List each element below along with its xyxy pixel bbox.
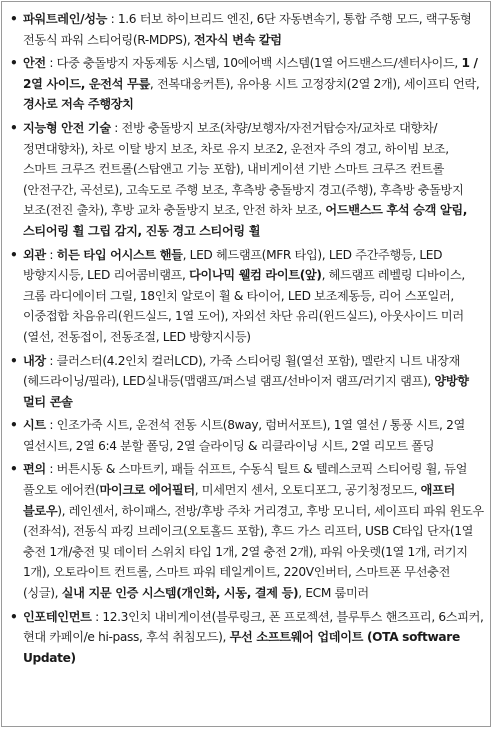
feature-text: : 클러스터(4.2인치 컬러LCD), 가죽 스티어링 휠(열선 포함), 멜란지 니트 내장재(헤드라이닝/필라), LED실내등(맵램프/퍼스널 램프/선바이저 램프/러기지 램프), xyxy=(23,353,460,389)
bullet-icon: • xyxy=(10,418,18,433)
spec-list xyxy=(2,2,490,668)
feature-text: : xyxy=(45,247,57,262)
spec-section xyxy=(10,351,484,413)
bullet-icon: • xyxy=(10,609,18,624)
highlighted-feature: 실내 지문 인증 시스템(개인화, 시동, 결제 등) xyxy=(61,586,299,601)
feature-text: : 1.6 터보 하이브리드 엔진, 6단 자동변속기, 통합 주행 모드, 랙구동형 전동식 파워 스티어링(R-MDPS), xyxy=(23,12,472,47)
bullet-icon: • xyxy=(10,120,18,135)
bullet-icon: • xyxy=(10,12,18,26)
feature-text: : 12.3인치 내비게이션(블루링크, 폰 프로젝션, 블루투스 핸즈프리, 6스피커, 현대 카페이/e hi-pass, 후석 취침모드), xyxy=(23,609,484,645)
highlighted-feature: 전자식 변속 칼럼 xyxy=(193,32,282,47)
bullet-icon: • xyxy=(10,353,18,368)
feature-text: , ECM 룸미러 xyxy=(298,586,369,601)
section-category: 내장 xyxy=(23,353,46,368)
highlighted-feature: 경사로 저속 주행장치 xyxy=(23,97,134,112)
spec-frame xyxy=(1,1,491,727)
spec-section xyxy=(10,245,484,348)
highlighted-feature: 어드밴스드 후석 승객 알림, 스티어링 휠 그립 감지, 진동 경고 스티어링 휠 xyxy=(23,203,468,238)
feature-text: : 인조가죽 시트, 운전석 전동 시트(8way, 럼버서포트), 1열 열선 / 통풍 시트, 2열 열선시트, 2열 6:4 분할 폴딩, 2열 슬라이딩 & 리클라이닝 시트, 2열 리모트 폴딩 xyxy=(23,418,465,453)
bullet-icon: • xyxy=(10,462,18,477)
highlighted-feature: 히든 타입 어시스트 핸들 xyxy=(56,247,183,262)
feature-text: ), 레인센서, 하이패스, 전방/후방 주차 거리경고, 후방 모니터, 세이프티 파워 윈도우(전좌석), 전동식 파킹 브레이크(오토홀드 포함), 후드 가스 리프터, USB C타입 단자(1열 충전 1개/충전 및 데이터 스위치 타입 1개, 2열 충전 2개), 파워 아웃렛(1열 1개, 러기지 1개), 오토라이트 컨트롤, 스마트 파워 테일게이트, 220V인버터, 스마트폰 무선충전(싱글), xyxy=(23,503,484,601)
highlighted-feature: 1 / 2열 사이드, 운전석 무릎 xyxy=(23,56,478,91)
section-category: 지능형 안전 기술 xyxy=(23,120,111,135)
highlighted-feature: 무선 소프트웨어 업데이트 (OTA software Update) xyxy=(23,630,460,665)
feature-text: , 미세먼지 센서, 오토디포그, 공기청정모드, xyxy=(194,483,421,498)
section-category: 외관 xyxy=(23,247,46,262)
feature-text: , 헤드램프 레벨링 디바이스, 크롬 라디에이터 그릴, 18인치 알로이 휠 & 타이어, LED 보조제동등, 리어 스포일러, 이중접합 차음유리(윈드실드, 1열 도어), 자외선 차단 유리(윈드실드), 아웃사이드 미러(열선, 전동접이, 전동조절, LED 방향지시등) xyxy=(23,268,465,344)
bullet-icon: • xyxy=(10,56,18,71)
spec-section xyxy=(10,607,484,669)
spec-section xyxy=(10,53,484,115)
highlighted-feature: 애프터 블로우 xyxy=(23,483,455,518)
section-category: 인포테인먼트 xyxy=(23,609,92,624)
section-category: 편의 xyxy=(23,462,46,477)
feature-text: : 전방 충돌방지 보조(차량/보행자/자전거탑승자/교차로 대향차/정면대향차), 차로 이탈 방지 보조, 차로 유지 보조2, 운전자 주의 경고, 하이빔 보조, 스마트 크루즈 컨트롤(스탑앤고 기능 포함), 내비게이션 기반 스마트 크루즈 컨트롤(안전구간, 곡선로), 고속도로 주행 보조, 후측방 충돌방지 경고(주행), 후측방 충돌방지 보조(전진 출차), 후방 교차 충돌방지 보조, 안전 하차 보조, xyxy=(23,120,464,218)
feature-text: , LED 헤드램프(MFR 타입), LED 주간주행등, LED 방향지시등, LED 리어콤비램프, xyxy=(23,247,443,283)
feature-text: : 버튼시동 & 스마트키, 패들 쉬프트, 수동식 틸트 & 텔레스코픽 스티어링 휠, 듀얼 풀오토 에어컨( xyxy=(23,462,468,498)
spec-section xyxy=(10,415,484,456)
bullet-icon: • xyxy=(10,247,18,262)
spec-section xyxy=(10,459,484,603)
section-category: 시트 xyxy=(23,418,46,433)
section-category: 안전 xyxy=(23,56,46,71)
spec-section xyxy=(10,9,484,50)
feature-text: : 다중 충돌방지 자동제동 시스템, 10에어백 시스템(1열 어드밴스드/센터사이드, xyxy=(45,56,462,71)
highlighted-feature: 다이나믹 웰컴 라이트(앞) xyxy=(189,268,322,283)
highlighted-feature: 마이크로 에어필터 xyxy=(99,483,195,498)
highlighted-feature: 양방향 멀티 콘솔 xyxy=(23,374,469,409)
feature-text: , 전복대응커튼), 유아용 시트 고정장치(2열 2개), 세이프티 언락, xyxy=(149,76,480,91)
spec-section xyxy=(10,118,484,242)
section-category: 파워트레인/성능 xyxy=(23,12,108,26)
